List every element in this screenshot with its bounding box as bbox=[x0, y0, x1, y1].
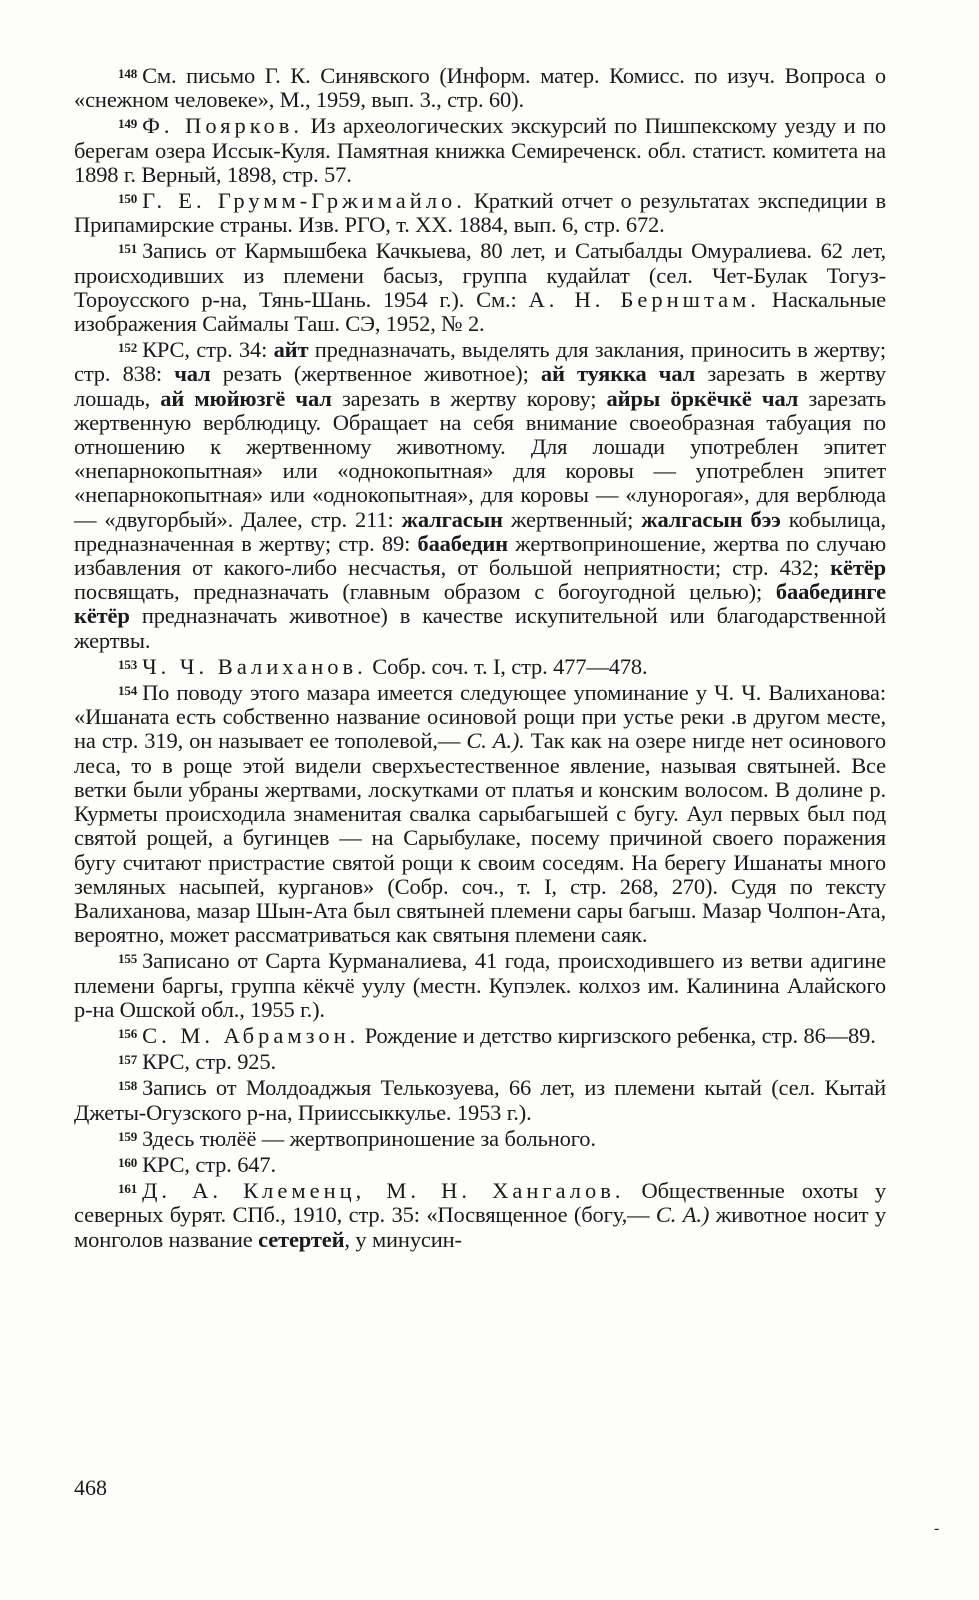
footnote-158: $^{158}$ Запись от Молдоаджыя Телькозуева, 66 лет, из племени кытай (сел. Кытай Джеты-Огузского р-на, Приисcыккулье. 1953 г.). bbox=[74, 1075, 886, 1125]
footnote-152: $^{152}$ КРС, стр. 34: айт предназначать, выделять для заклания, приносить в жертву; стр. 838: чал резать (жертвенное животное); ай туякка чал зарезать в жертву лошадь, ай мюйюзгё чал зарезать в жертву корову; айры ӧркёчкё чал зарезать жертвенную верблюдицу. Обращает на себя внимание своеобразная табуация по отношению к жертвенному животному. Для лошади употреблен эпитет «непарнокопытная» или «однокопытная» для коровы — употреблен эпитет «непарнокопытная» или «однокопытная», для коровы — «лунорогая», для верблюда — «двугорбый». Далее, стр. 211: жалгасын жертвенный; жалгасын бээ кобылица, предназначенная в жертву; стр. 89: баабедин жертвоприношение, жертва по случаю избавления от какого-либо несчастья, от большой неприятности; стр. 432; кётёр посвящать, предназначать (главным образом с богоугодной целью); баабединге кётёр предназначать животное) в качестве искупительной или благодарственной жертвы. bbox=[74, 337, 886, 653]
footnote-160: $^{160}$ КРС, стр. 647. bbox=[118, 1151, 276, 1177]
corner-mark: - bbox=[934, 1520, 940, 1537]
author-name: А. Н. Бернштам. bbox=[528, 286, 760, 312]
footnote-159: $^{159}$ Здесь тюлёё — жертвоприношение за больного. bbox=[118, 1125, 596, 1151]
footnote-153: $^{153}$ Ч. Ч. Валиханов. Собр. соч. т. I, стр. 477—478. bbox=[118, 653, 648, 679]
footnote-150: $^{150}$ Г. Е. Грумм-Гржимайло. Краткий отчет о результатах экспедиции в Припамирские страны. Изв. РГО, т. XX. 1884, вып. 6, стр. 672. bbox=[74, 188, 887, 238]
footnote-161: $^{161}$ Д. А. Клеменц, М. Н. Хангалов. Общественные охоты у северных бурят. СПб., 1910, стр. 35: «Посвященное (богу,— С. А.) животное носит у монголов название сетертей, у минусин- bbox=[74, 1178, 886, 1252]
footnote-149: $^{149}$ Ф. Поярков. Из археологических экскурсий по Пишпекскому уезду и по берегам озера Иссык-Куля. Памятная книжка Семиреченск. обл. статист. комитета на 1898 г. Верный, 1898, стр. 57. bbox=[74, 113, 887, 187]
author-name: Г. Е. Грумм-Гржимайло. bbox=[142, 188, 466, 214]
footnote-148: $^{148}$ См. письмо Г. К. Синявского (Информ. матер. Комисс. по изуч. Вопроса о «снежном человеке», М., 1959, вып. 3., стр. 60). bbox=[74, 63, 886, 113]
footnote-154: $^{154}$ По поводу этого мазара имеется следующее упоминание у Ч. Ч. Валиханова: «Ишаната есть собственно название осиновой рощи при устье реки .в другом месте, на стр. 319, он называет ее тополевой,— С. А.). Так как на озере нигде нет осинового леса, то в роще этой видели сверхъестественное явление, называя святыней. Все ветки были убраны жертвами, лоскутками от платья и конским волосом. В долине р. Курметы происходила знаменитая свалка сарыбагышей с бугу. Аул первых был под святой рощей, а бугинцев — на Сарыбулаке, посему причиной своего поражения бугу считают пристрастие святой рощи к своим соседям. На берегу Ишанаты много земляных насыпей, курганов» (Собр. соч., т. I, стр. 268, 270). Судя по тексту Валиханова, мазар Шын-Ата был святыней племени сары багыш. Мазар Чолпон-Ата, вероятно, может рассматриваться как святыня племени саяк. bbox=[74, 680, 887, 948]
footnote-157: $^{157}$ КРС, стр. 925. bbox=[118, 1049, 276, 1075]
author-name: Д. А. Клеменц, М. Н. Хангалов. bbox=[142, 1178, 625, 1204]
footnote-156: $^{156}$ С. М. Абрамзон. Рождение и детство киргизского ребенка, стр. 86—89. bbox=[118, 1022, 876, 1048]
page-number: 468 bbox=[74, 1475, 107, 1500]
author-name: Ч. Ч. Валиханов. bbox=[142, 653, 367, 679]
author-name: С. М. Абрамзон. bbox=[142, 1022, 360, 1048]
author-name: Ф. Поярков. bbox=[142, 113, 304, 139]
footnotes-block bbox=[74, 62, 886, 1252]
footnote-151: $^{151}$ Запись от Кармышбека Качкыева, 80 лет, и Сатыбалды Омуралиева. 62 лет, происходивших из племени басыз, группа кудайлат (сел. Чет-Булак Тогуз-Тороусского р-на, Тянь-Шань. 1954 г.). См.: А. Н. Бернштам. Наскальные изображения Саймалы Таш. СЭ, 1952, № 2. bbox=[74, 238, 886, 337]
footnote-155: $^{155}$ Записано от Сарта Курманалиева, 41 года, происходившего из ветви адигине племени баргы, группа кёкчё уулу (местн. Купэлек. колхоз им. Калинина Алайского р-на Ошской обл., 1955 г.). bbox=[74, 948, 886, 1022]
